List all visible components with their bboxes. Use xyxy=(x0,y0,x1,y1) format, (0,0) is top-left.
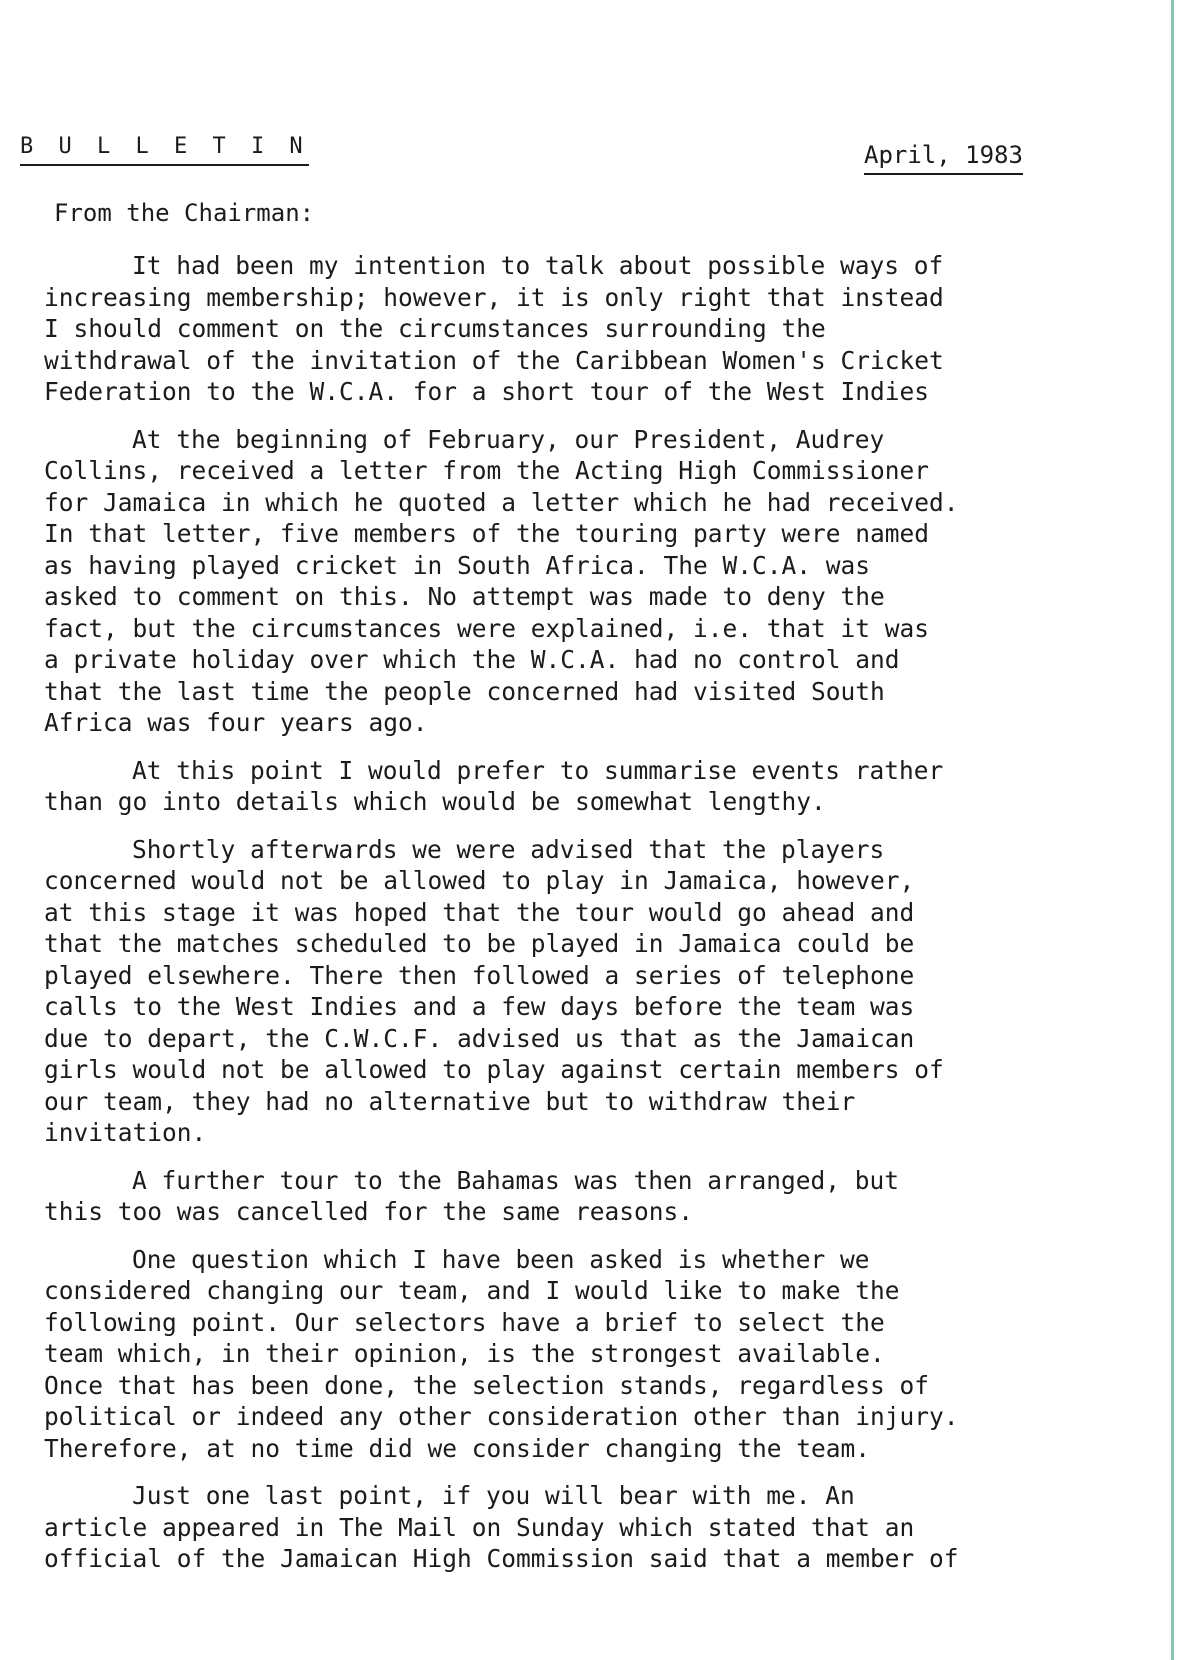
text-line: increasing membership; however, it is only right that instead xyxy=(44,282,944,312)
text-line: following point. Our selectors have a brief to select the xyxy=(44,1307,885,1337)
text-line: played elsewhere. There then followed a series of telephone xyxy=(44,960,915,990)
text-line: than go into details which would be somewhat lengthy. xyxy=(44,787,826,816)
text-line: official of the Jamaican High Commission said that a member of xyxy=(44,1544,959,1573)
text-line: fact, but the circumstances were explained, i.e. that it was xyxy=(44,613,930,643)
text-line: A further tour to the Bahamas was then arranged, but xyxy=(132,1165,900,1195)
text-line: Federation to the W.C.A. for a short tour of the West Indies xyxy=(44,377,930,406)
text-line: a private holiday over which the W.C.A. had no control and xyxy=(44,645,900,674)
bulletin-heading: B U L L E T I N xyxy=(20,133,309,166)
text-line: Just one last point, if you will bear with me. An xyxy=(132,1481,855,1510)
text-line: our team, they had no alternative but to withdraw their xyxy=(44,1086,856,1116)
text-line: Shortly afterwards we were advised that the players xyxy=(132,834,885,864)
text-line: girls would not be allowed to play against certain members of xyxy=(44,1055,944,1084)
text-line: One question which I have been asked is whether we xyxy=(132,1244,870,1274)
text-line: that the last time the people concerned had visited South xyxy=(44,676,885,706)
text-line: this too was cancelled for the same reasons. xyxy=(44,1197,694,1226)
text-line: article appeared in The Mail on Sunday which stated that an xyxy=(44,1512,915,1542)
paragraph xyxy=(44,834,1134,1149)
text-line: considered changing our team, and I would like to make the xyxy=(44,1276,900,1305)
paragraph xyxy=(44,755,1134,818)
text-line: as having played cricket in South Africa. The W.C.A. was xyxy=(44,550,871,580)
text-line: It had been my intention to talk about possible ways of xyxy=(132,251,944,280)
text-line: withdrawal of the invitation of the Caribbean Women's Cricket xyxy=(44,345,944,375)
text-line: Collins, received a letter from the Acting High Commissioner xyxy=(44,456,930,485)
salutation: From the Chairman: xyxy=(54,199,315,227)
paragraph xyxy=(44,1244,1134,1465)
text-line: invitation. xyxy=(44,1118,207,1147)
bulletin-date: April, 1983 xyxy=(864,140,1023,175)
text-line: at this stage it was hoped that the tour would go ahead and xyxy=(44,897,915,927)
text-line: Therefore, at no time did we consider changing the team. xyxy=(44,1433,871,1463)
text-line: Africa was four years ago. xyxy=(44,708,428,737)
paragraph xyxy=(44,424,1134,739)
text-line: At this point I would prefer to summarise events rather xyxy=(132,755,944,785)
text-line: I should comment on the circumstances surrounding the xyxy=(44,314,826,343)
paragraph xyxy=(44,1165,1134,1228)
text-line: team which, in their opinion, is the strongest available. xyxy=(44,1339,885,1368)
text-line: political or indeed any other consideration other than injury. xyxy=(44,1402,959,1431)
text-line: that the matches scheduled to be played in Jamaica could be xyxy=(44,929,915,958)
text-line: asked to comment on this. No attempt was made to deny the xyxy=(44,582,885,611)
letter-body xyxy=(44,250,1134,1591)
text-line: At the beginning of February, our President, Audrey xyxy=(132,424,885,454)
text-line: calls to the West Indies and a few days before the team was xyxy=(44,992,915,1021)
text-line: concerned would not be allowed to play in Jamaica, however, xyxy=(44,866,915,895)
text-line: for Jamaica in which he quoted a letter which he had received. xyxy=(44,487,959,517)
text-line: In that letter, five members of the touring party were named xyxy=(44,519,930,548)
paragraph xyxy=(44,250,1134,408)
text-line: due to depart, the C.W.C.F. advised us that as the Jamaican xyxy=(44,1023,915,1053)
text-line: Once that has been done, the selection stands, regardless of xyxy=(44,1370,930,1400)
scan-edge xyxy=(1171,0,1174,1660)
paragraph xyxy=(44,1480,1134,1575)
